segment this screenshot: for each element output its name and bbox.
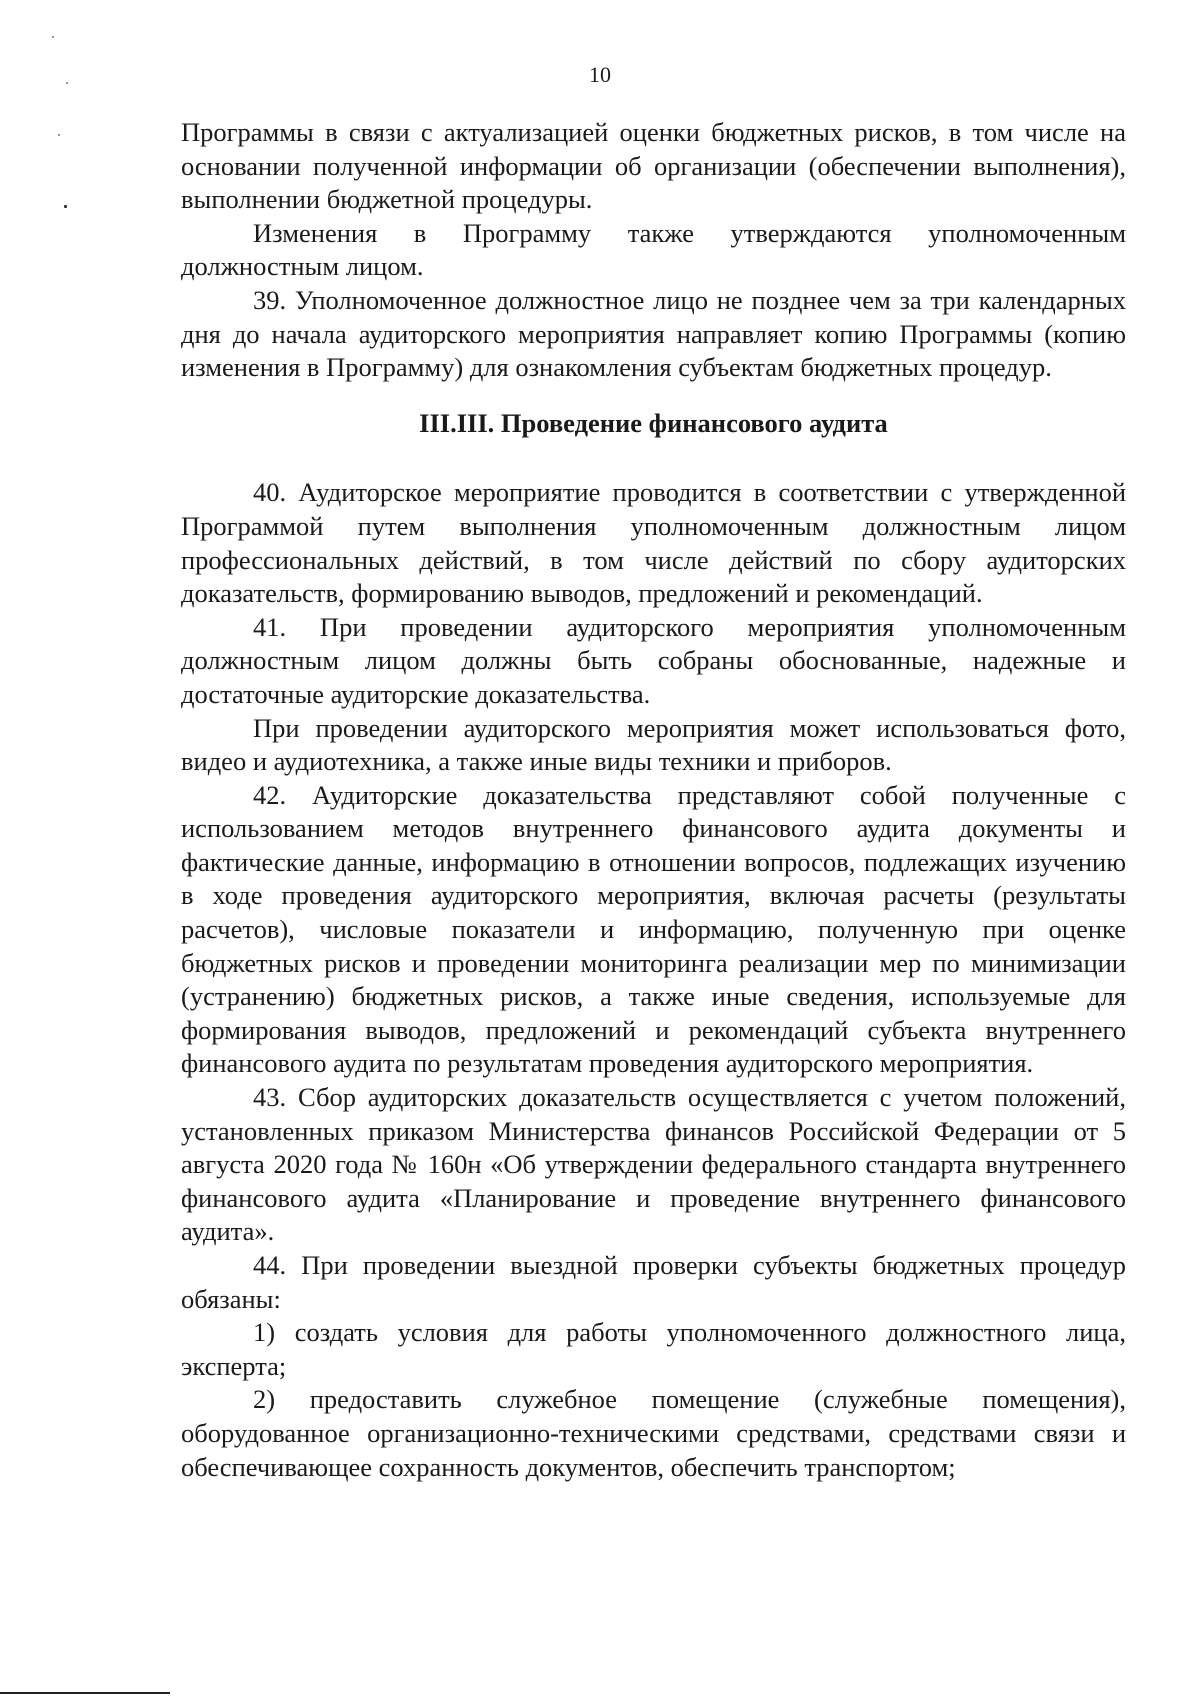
paragraph: 41. При проведении аудиторского мероприятия уполномоченным должностным лицом должны быть собраны обоснованные, надежные и достаточные аудиторские доказательства. xyxy=(181,611,1126,709)
document-body xyxy=(181,116,1126,1484)
paragraph: 42. Аудиторские доказательства представляют собой полученные с использованием методов внутреннего финансового аудита документы и фактические данные, информацию в отношении вопросов, подлежащих изучению в ходе проведения аудиторского мероприятия, включая расчеты (результаты расчетов), числовые показатели и информацию, полученную при оценке бюджетных рисков и проведении мониторинга реализации мер по минимизации (устранению) бюджетных рисков, а также иные сведения, используемые для формирования выводов, предложений и рекомендаций субъекта внутреннего финансового аудита по результатам проведения аудиторского мероприятия. xyxy=(181,779,1126,1079)
section-heading: III.III. Проведение финансового аудита xyxy=(419,407,888,438)
scan-artifact-dot xyxy=(64,205,67,208)
paragraph: Изменения в Программу также утверждаются уполномоченным должностным лицом. xyxy=(181,217,1126,282)
scan-artifact-dot xyxy=(58,134,60,136)
scan-artifact-line xyxy=(0,1692,170,1694)
paragraph: 40. Аудиторское мероприятие проводится в соответствии с утвержденной Программой путем выполнения уполномоченным должностным лицом профессиональных действий, в том числе действий по сбору аудиторских доказательств, формированию выводов, предложений и рекомендаций. xyxy=(181,477,1126,609)
paragraph: 43. Сбор аудиторских доказательств осуществляется с учетом положений, установленных приказом Министерства финансов Российской Федерации от 5 августа 2020 года № 160н «Об утверждении федерального стандарта внутреннего финансового аудита «Планирование и проведение внутреннего финансового аудита». xyxy=(181,1082,1126,1247)
page-number: 10 xyxy=(589,62,611,87)
scan-artifact-dot xyxy=(52,36,54,38)
paragraph: 44. При проведении выездной проверки субъекты бюджетных процедур обязаны: xyxy=(181,1250,1126,1314)
paragraph: Программы в связи с актуализацией оценки бюджетных рисков, в том числе на основании полученной информации об организации (обеспечении выполнения), выполнении бюджетной процедуры. xyxy=(181,117,1126,215)
paragraph: При проведении аудиторского мероприятия может использоваться фото, видео и аудиотехника, а также иные виды техники и приборов. xyxy=(181,712,1126,777)
list-item: 2) предоставить служебное помещение (служебные помещения), оборудованное организационно-техническими средствами, средствами связи и обеспечивающее сохранность документов, обеспечить транспортом; xyxy=(181,1384,1126,1482)
paragraph: 39. Уполномоченное должностное лицо не позднее чем за три календарных дня до начала аудиторского мероприятия направляет копию Программы (копию изменения в Программу) для ознакомления субъектам бюджетных процедур. xyxy=(181,284,1126,383)
list-item: 1) создать условия для работы уполномоченного должностного лица, эксперта; xyxy=(181,1317,1126,1381)
